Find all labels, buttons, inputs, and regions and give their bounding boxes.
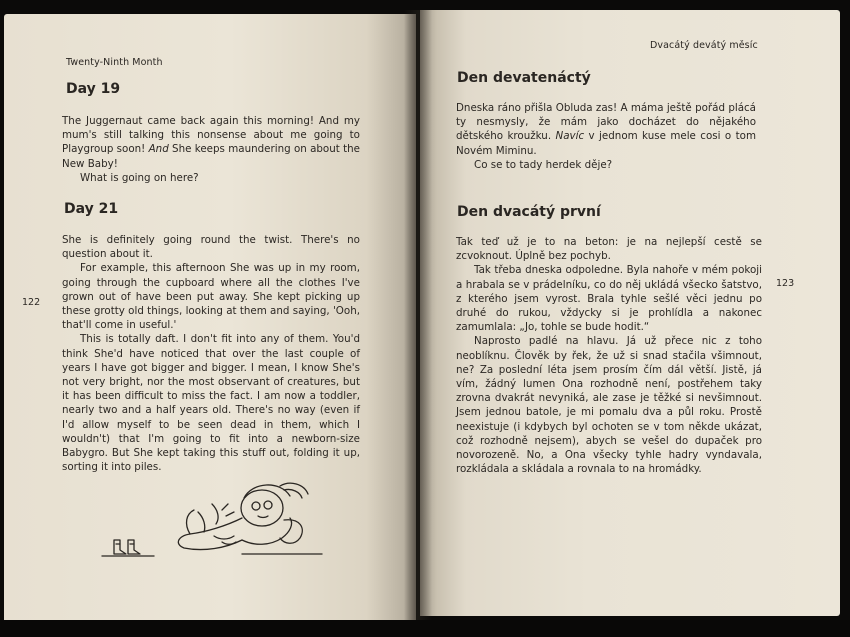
den19-paragraph-2: Co se to tady herdek děje?: [474, 158, 613, 171]
day21-paragraph-2: For example, this afternoon She was up in my room, going through the cupboard where all the clothes I've grown out of have been put away. She kept picking up these grotty old things, looking at them and saying, 'Ooh, that'll come in useful.': [62, 262, 360, 332]
day19-text-left: [62, 114, 360, 185]
page-number-right: 123: [776, 278, 795, 289]
day21-paragraph-1: She is definitely going round the twist. There's no question about it.: [62, 234, 360, 261]
running-head-right: Dvacátý devátý měsíc: [650, 40, 758, 51]
day21-heading-left: Day 21: [64, 201, 119, 217]
den19-paragraph-1: Dneska ráno přišla Obluda zas! A máma ještě pořád plácá ty nesmysly, že mám jako docházet do nějakého dětského kroužku. Navíc v jednom kuse mele cosi o tom Novém Miminu.: [456, 102, 756, 157]
day19-paragraph-1: The Juggernaut came back again this morning! And my mum's still talking this nonsense about me going to Playgroup soon! And She keeps maundering on about the New Baby!: [62, 115, 361, 170]
den21-paragraph-3: Naprosto padlé na hlavu. Já už přece nic z toho neoblíknu. Člověk by řek, že už si snad stačila všimnout, ne? Za poslední léta jsem prosím čím dál větší. Jistě, já vím, žádný lumen Ona rozhodně není, postřehem taky zrovna dvakrát nevyniká, ale zase je těžké si nevšimnout. Jsem jednou batole, je mi pomalu dva a půl roku. Prostě neexistuje (i kdybych byl ochoten se v tom někde ukázat, což rozhodně nejsem), abych se vešel do dupaček pro novorozeně. No, a Ona všecky tyhle hadry vyndavala, rozkládala a skládala a rovnala to na hromádky.: [456, 335, 762, 476]
page-number-left: 122: [22, 297, 41, 308]
background-bottom: [0, 620, 850, 637]
left-page: [4, 14, 416, 626]
day21-text-left: [62, 233, 360, 474]
baby-illustration: [94, 474, 334, 574]
day19-text-right: [456, 101, 756, 172]
den21-paragraph-2: Tak třeba dneska odpoledne. Byla nahoře v mém pokoji a hrabala se v prádelníku, co do něj ukládá všecko šatstvo, z kterého jsem vyrost. Brala tyhle sešlé věci jednu po druhé do rukou, vždycky si je prohlídla a nakonec zamumlala: „Jo, tohle se bude hodit.“: [456, 264, 762, 334]
day19-heading-left: Day 19: [66, 81, 121, 97]
day21-paragraph-3: This is totally daft. I don't fit into any of them. You'd think She'd have noticed that over the last couple of years I have got bigger and bigger. I mean, I know She's not very bright, nor the most observant of creatures, but it has been difficult to miss the fact. I am now a toddler, nearly two and a half years old. There's no way (even if I'd allow myself to be seen dead in them, which I wouldn't) that I'm going to fit into a newborn-size Babygro. But She kept taking this stuff out, folding it up, sorting it into piles.: [62, 333, 360, 474]
running-head-left: Twenty-Ninth Month: [66, 57, 163, 68]
day21-text-right: [456, 235, 762, 476]
day19-heading-right: Den devatenáctý: [457, 70, 591, 86]
book-gutter-shadow: [404, 10, 432, 625]
right-page: [420, 10, 840, 616]
day21-heading-right: Den dvacátý první: [457, 204, 601, 220]
day19-paragraph-2: What is going on here?: [80, 171, 199, 184]
den21-paragraph-1: Tak teď už je to na beton: je na nejlepší cestě se zcvoknout. Úplně bez pochyb.: [456, 236, 762, 263]
